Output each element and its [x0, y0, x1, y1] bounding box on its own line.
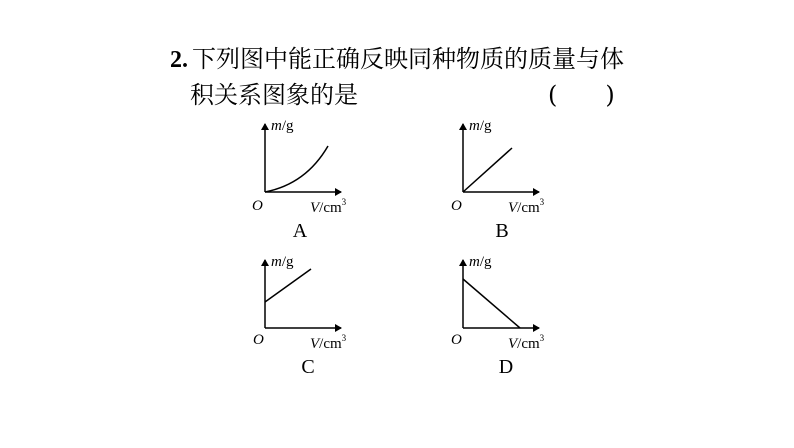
question-text-2: 积关系图象的是: [190, 81, 358, 109]
question-number: 2.: [170, 47, 188, 73]
graph-line: [463, 148, 512, 192]
option-label: B: [495, 220, 509, 242]
option-label: D: [498, 356, 514, 378]
x-axis-label: $V/cm^3$: [310, 197, 347, 216]
x-axis-label: $V/cm^3$: [508, 333, 545, 352]
y-axis-label: m/g: [271, 254, 294, 270]
answer-bracket: ( ): [548, 81, 615, 109]
question-text-1: 下列图中能正确反映同种物质的质量与体: [192, 45, 624, 73]
graph-b: [446, 116, 566, 244]
x-axis-label: $V/cm^3$: [508, 197, 545, 216]
graph-line: [265, 269, 311, 302]
origin-label: O: [252, 198, 263, 214]
graph-c: [248, 252, 368, 380]
y-axis-label: m/g: [469, 118, 492, 134]
option-label: C: [301, 356, 315, 378]
y-axis-label: m/g: [469, 254, 492, 270]
origin-label: O: [253, 332, 264, 348]
graph-d: [446, 252, 566, 380]
origin-label: O: [451, 332, 462, 348]
question-line-1: [170, 44, 624, 75]
x-axis-label: $V/cm^3$: [310, 333, 347, 352]
question-line-2: [190, 80, 358, 110]
graph-curve: [265, 146, 328, 192]
graph-line: [463, 279, 520, 328]
option-label: A: [292, 220, 308, 242]
graph-a: [248, 116, 368, 244]
y-axis-label: m/g: [271, 118, 294, 134]
origin-label: O: [451, 198, 462, 214]
